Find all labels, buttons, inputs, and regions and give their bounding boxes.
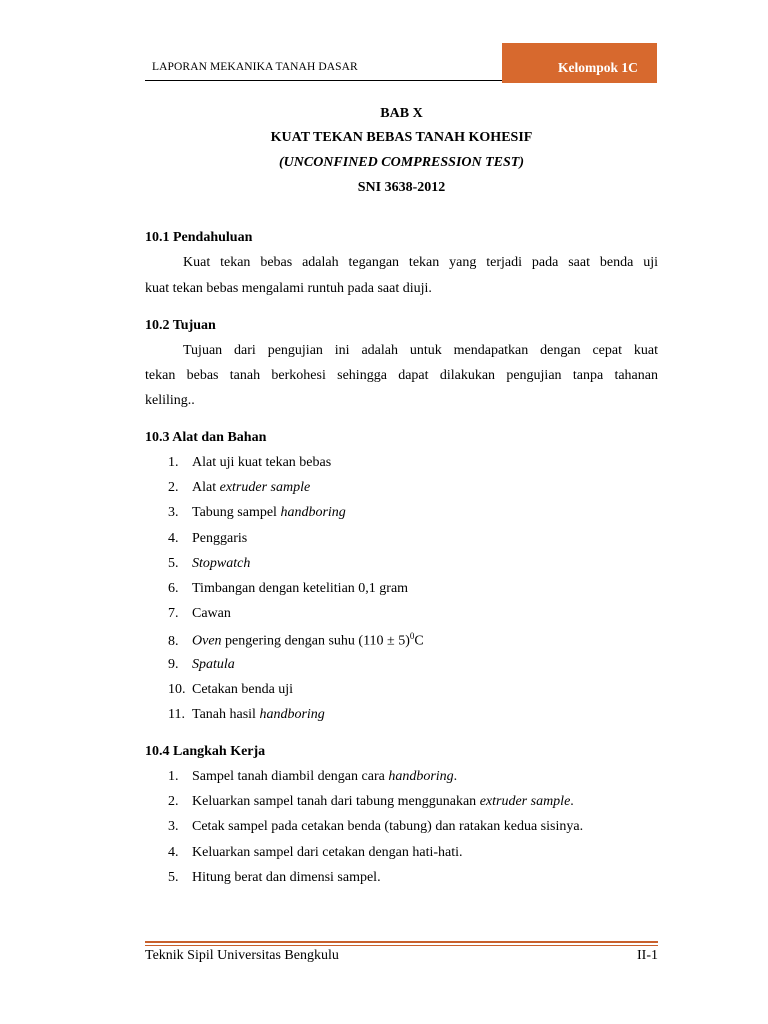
chapter-title: KUAT TEKAN BEBAS TANAH KOHESIF [270, 130, 533, 145]
list-item-term: extruder sample [219, 480, 311, 496]
list-item-text: Cetakan benda uji [192, 681, 294, 697]
list-item-number: 10. [168, 681, 186, 697]
list-item [168, 531, 247, 547]
list-item-number: 1. [168, 769, 179, 784]
list-item [168, 581, 408, 597]
list-item-text: Keluarkan sampel dari cetakan dengan hati-hati. [192, 844, 463, 860]
list-item-number: 5. [168, 869, 179, 885]
list-item-text: Keluarkan sampel tanah dari tabung menggunakan [192, 794, 480, 810]
list-item-number: 7. [168, 606, 179, 622]
list-item [168, 631, 424, 650]
list-item-number: 6. [168, 581, 179, 596]
list-item [168, 556, 250, 572]
list-item-text: Tanah hasil [192, 707, 260, 722]
list-item-text: Cawan [192, 606, 231, 622]
list-item [168, 870, 381, 886]
list-item [168, 606, 231, 622]
chapter-number: BAB X [380, 106, 423, 121]
list-item-text: Cetak sampel pada cetakan benda (tabung) dan ratakan kedua sisinya. [192, 819, 584, 835]
list-item-number: 2. [168, 480, 179, 496]
group-badge: Kelompok 1C [502, 43, 657, 83]
list-item [168, 480, 310, 496]
list-item-number: 3. [168, 819, 179, 835]
footer-rule [145, 941, 658, 943]
list-item-term: extruder sample [479, 794, 571, 810]
section-heading-tujuan: 10.2 Tujuan [145, 318, 216, 333]
list-item-suffix: . [453, 769, 458, 784]
list-item-number: 5. [168, 555, 179, 571]
list-item-term: handboring [280, 505, 346, 521]
header-title: LAPORAN MEKANIKA TANAH DASAR [152, 61, 358, 73]
list-item [168, 845, 463, 861]
paragraph-line: kuat tekan bebas mengalami runtuh pada saat diuji. [145, 281, 432, 296]
paragraph-line: tekan bebas tanah berkohesi sehingga dapat dilakukan pengujian tanpa tahanan [145, 368, 658, 383]
list-item [168, 819, 583, 835]
footer-rule-thin [145, 945, 658, 946]
standard-code: SNI 3638-2012 [357, 180, 446, 195]
list-item-text: Sampel tanah diambil dengan cara [192, 769, 389, 784]
list-item-text: Hitung berat dan dimensi sampel. [192, 869, 381, 885]
list-item-number: 9. [168, 656, 179, 672]
section-heading-alat-bahan: 10.3 Alat dan Bahan [145, 430, 267, 445]
list-item [168, 794, 574, 810]
list-item [168, 455, 331, 471]
list-item [168, 769, 457, 785]
list-item-number: 3. [168, 505, 179, 521]
list-item [168, 707, 325, 723]
list-item-text: Alat uji kuat tekan bebas [192, 455, 332, 470]
list-item [168, 505, 346, 521]
list-item-number: 4. [168, 530, 179, 546]
list-item [168, 657, 235, 673]
list-item-term: handboring [388, 769, 454, 784]
footer-institution: Teknik Sipil Universitas Bengkulu [145, 948, 339, 963]
list-item-text: Alat [192, 480, 220, 496]
page-number: II-1 [637, 948, 658, 963]
list-item-text: Penggaris [192, 530, 248, 546]
list-item-suffix: C [414, 634, 424, 650]
paragraph-line: keliling.. [145, 393, 195, 408]
list-item-text: Tabung sampel [192, 505, 281, 521]
section-heading-pendahuluan: 10.1 Pendahuluan [145, 230, 253, 245]
paragraph-line: Kuat tekan bebas adalah tegangan tekan yang terjadi pada saat benda uji [183, 255, 658, 270]
list-item-text: pengering dengan suhu (110 ± 5) [221, 634, 410, 650]
list-item [168, 682, 293, 698]
list-item-number: 2. [168, 794, 179, 810]
list-item-term: handboring [259, 707, 325, 722]
header-rule [145, 80, 503, 81]
list-item-term: Spatula [192, 656, 235, 672]
chapter-subtitle: (UNCONFINED COMPRESSION TEST) [278, 155, 525, 170]
list-item-number: 4. [168, 844, 179, 860]
paragraph-line: Tujuan dari pengujian ini adalah untuk mendapatkan dengan cepat kuat [183, 343, 658, 358]
list-item-suffix: . [570, 794, 574, 810]
list-item-term: Stopwatch [192, 555, 251, 571]
list-item-text: Timbangan dengan ketelitian 0,1 gram [192, 581, 409, 596]
list-item-number: 1. [168, 455, 179, 470]
degree-superscript: 0 [409, 631, 415, 642]
list-item-term: Oven [192, 634, 222, 650]
list-item-number: 8. [168, 634, 179, 650]
section-heading-langkah-kerja: 10.4 Langkah Kerja [145, 744, 266, 759]
list-item-number: 11. [168, 707, 185, 722]
